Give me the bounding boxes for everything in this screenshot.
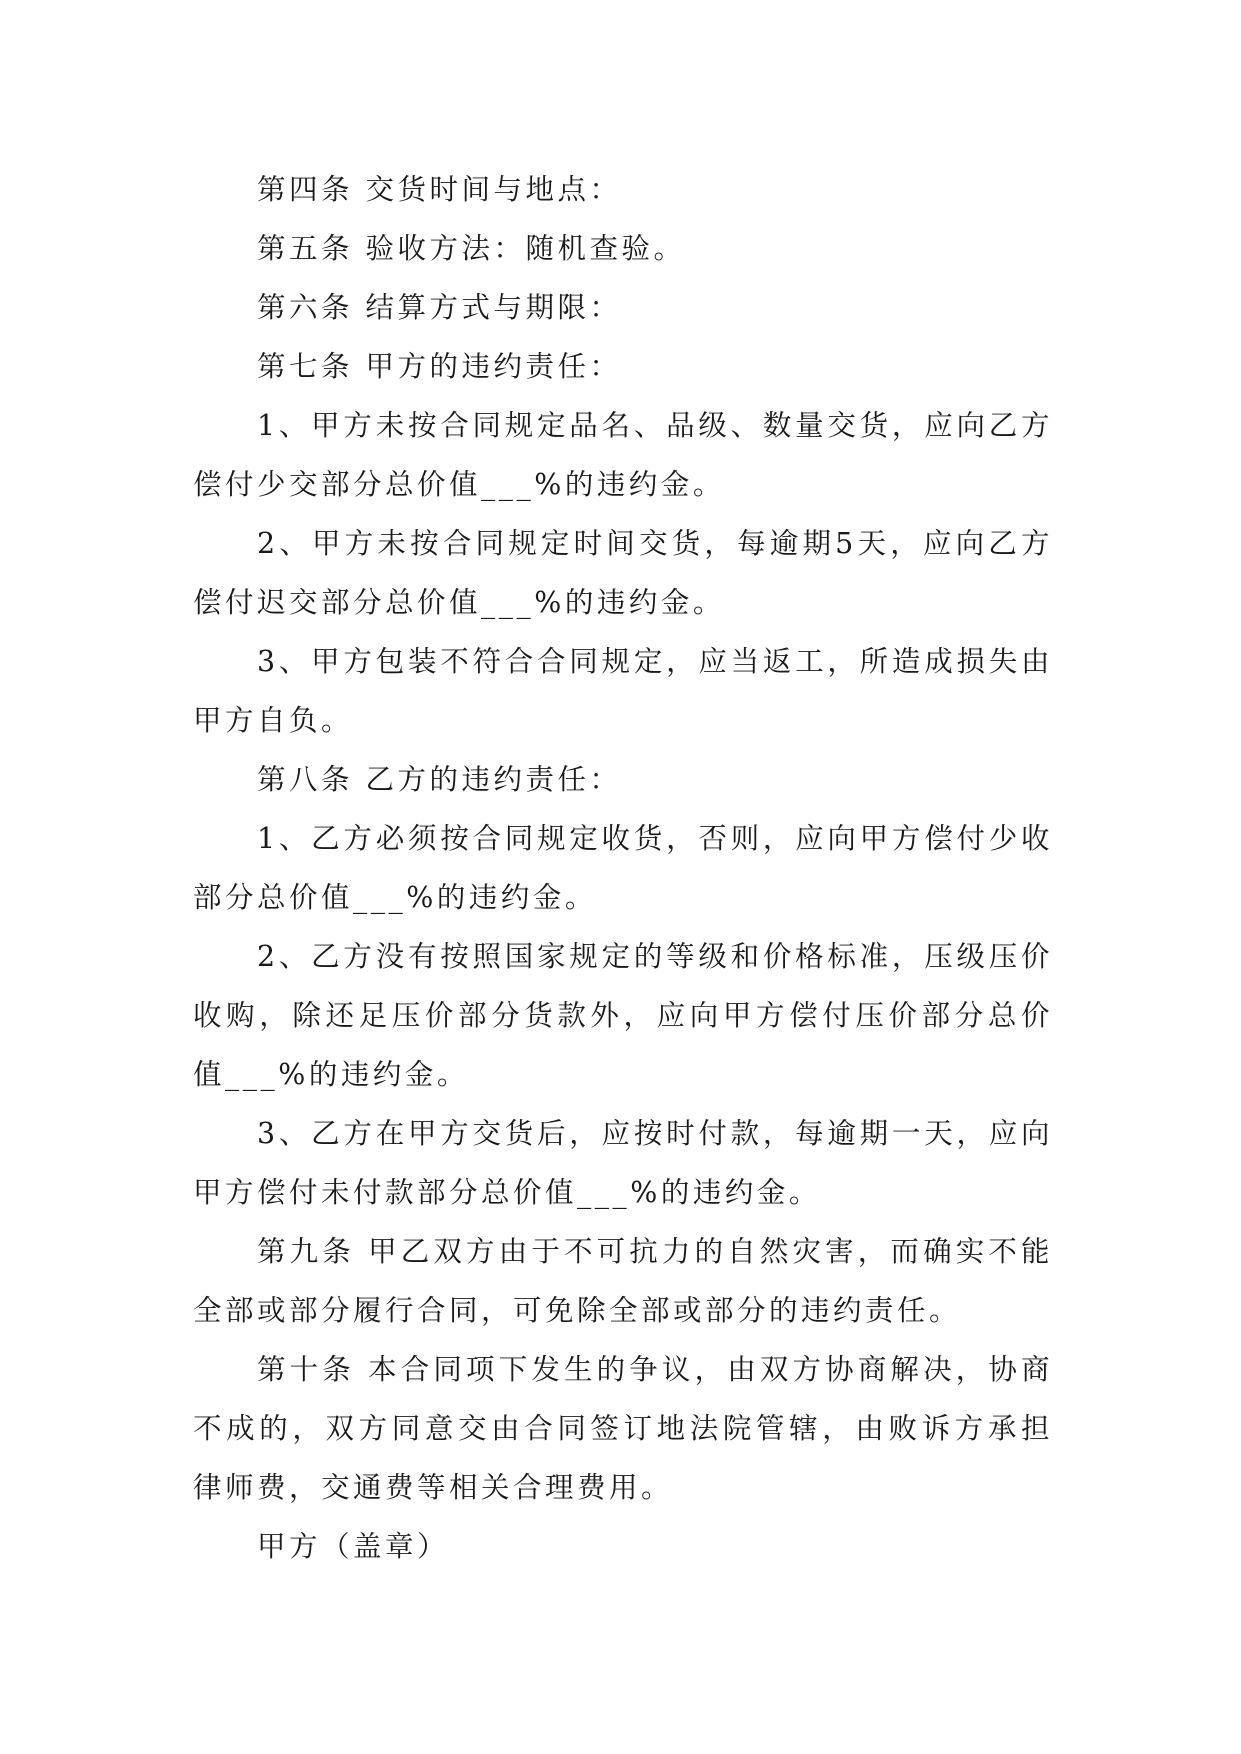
document-body <box>193 160 1053 1576</box>
clause-7-item-1: 1、甲方未按合同规定品名、品级、数量交货，应向乙方偿付少交部分总价值___%的违约金。 <box>193 409 1053 501</box>
clause-6-settlement: 第六条 结算方式与期限： <box>257 291 622 324</box>
clause-8-item-2: 2、乙方没有按照国家规定的等级和价格标准，压级压价收购，除还足压价部分货款外，应向甲方偿付压价部分总价值___%的违约金。 <box>193 940 1053 1091</box>
clause-5-inspection: 第五条 验收方法：随机查验。 <box>257 232 686 265</box>
clause-10-disputes: 第十条 本合同项下发生的争议，由双方协商解决，协商不成的，双方同意交由合同签订地法院管辖，由败诉方承担律师费，交通费等相关合理费用。 <box>193 1353 1053 1504</box>
clause-8-item-1: 1、乙方必须按合同规定收货，否则，应向甲方偿付少收部分总价值___%的违约金。 <box>193 822 1053 914</box>
clause-4-delivery: 第四条 交货时间与地点： <box>257 173 622 206</box>
clause-7-item-3: 3、甲方包装不符合合同规定，应当返工，所造成损失由甲方自负。 <box>193 645 1053 737</box>
clause-7-item-2: 2、甲方未按合同规定时间交货，每逾期5天，应向乙方偿付迟交部分总价值___%的违约金。 <box>193 527 1053 619</box>
clause-8-item-3: 3、乙方在甲方交货后，应按时付款，每逾期一天，应向甲方偿付未付款部分总价值___%的违约金。 <box>193 1117 1053 1209</box>
clause-9-force-majeure: 第九条 甲乙双方由于不可抗力的自然灾害，而确实不能全部或部分履行合同，可免除全部或部分的违约责任。 <box>193 1235 1053 1327</box>
clause-7-heading: 第七条 甲方的违约责任： <box>257 350 622 383</box>
party-a-seal-line: 甲方（盖章） <box>257 1530 450 1563</box>
clause-8-heading: 第八条 乙方的违约责任： <box>257 763 622 796</box>
